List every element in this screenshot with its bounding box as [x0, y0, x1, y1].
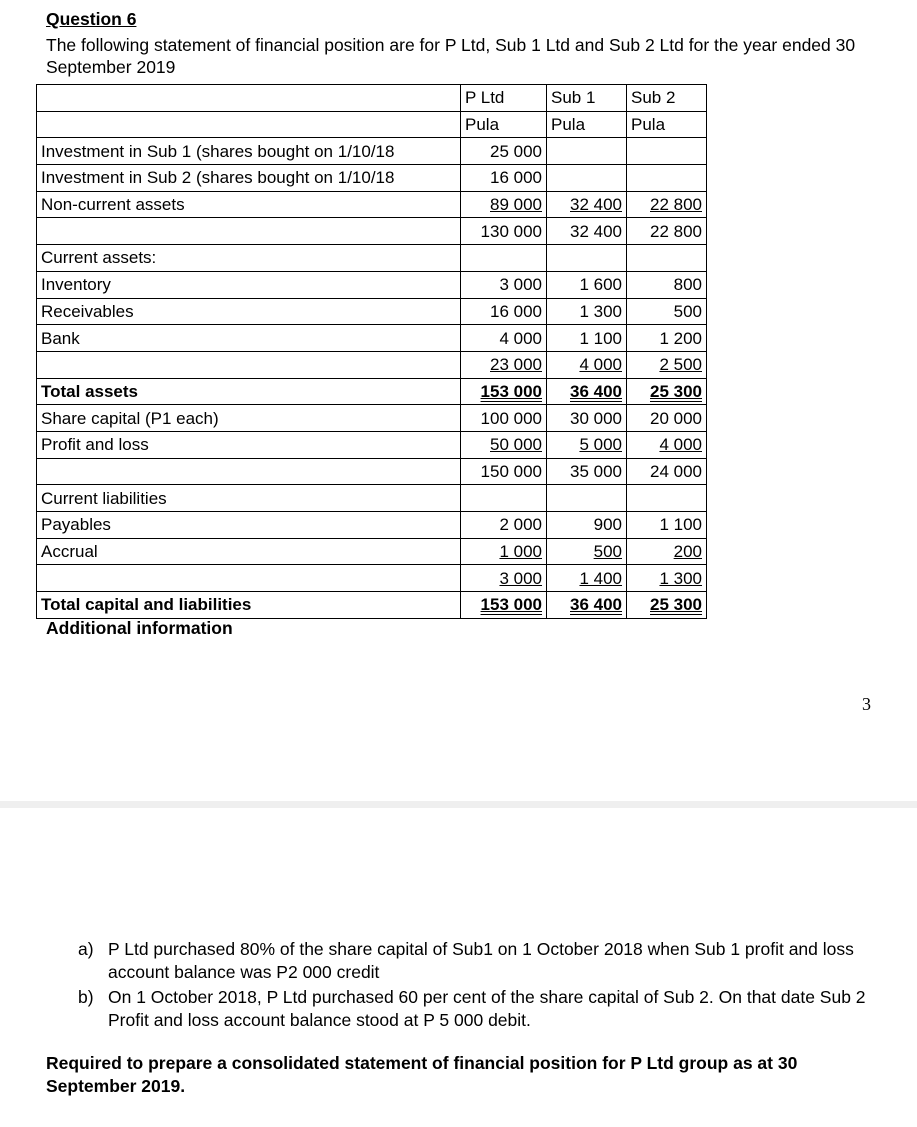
cell-sub1: 36 400 — [547, 378, 627, 405]
cell-sub2: 24 000 — [627, 458, 707, 485]
cell-sub1: 5 000 — [547, 431, 627, 458]
cell-sub1: 36 400 — [547, 592, 627, 619]
financial-position-table — [36, 84, 707, 619]
cell-p-ltd: 3 000 — [461, 271, 547, 298]
cell-p-ltd: 150 000 — [461, 458, 547, 485]
cell-sub1: 1 100 — [547, 325, 627, 352]
cell-sub2: 1 100 — [627, 512, 707, 539]
cell-sub1: 35 000 — [547, 458, 627, 485]
table-row — [37, 431, 707, 458]
cell-sub2: 4 000 — [627, 431, 707, 458]
cell-p-ltd: 153 000 — [461, 378, 547, 405]
table-row — [37, 592, 707, 619]
cell-sub1: 1 400 — [547, 565, 627, 592]
row-label — [37, 351, 461, 378]
cell-sub2 — [627, 485, 707, 512]
cell-p-ltd: 1 000 — [461, 538, 547, 565]
row-label — [37, 218, 461, 245]
table-row — [37, 512, 707, 539]
row-label: Share capital (P1 each) — [37, 405, 461, 432]
table-row — [37, 245, 707, 272]
table-row — [37, 405, 707, 432]
row-label: Accrual — [37, 538, 461, 565]
cell-sub1: 900 — [547, 512, 627, 539]
note-text: P Ltd purchased 80% of the share capital of Sub1 on 1 October 2018 when Sub 1 profit and loss account balance was P2 000 credit — [108, 939, 854, 982]
header-sub1: Sub 1 — [547, 85, 627, 112]
cell-sub2: 22 800 — [627, 191, 707, 218]
cell-p-ltd: 16 000 — [461, 298, 547, 325]
row-label: Current liabilities — [37, 485, 461, 512]
row-label: Total assets — [37, 378, 461, 405]
cell-sub2 — [627, 165, 707, 192]
page-separator — [0, 801, 917, 808]
row-label: Investment in Sub 2 (shares bought on 1/10/18 — [37, 165, 461, 192]
table-row — [37, 165, 707, 192]
page-number: 3 — [862, 694, 871, 714]
cell-p-ltd: 4 000 — [461, 325, 547, 352]
cell-sub2: 800 — [627, 271, 707, 298]
table-row — [37, 538, 707, 565]
cell-sub1: 4 000 — [547, 351, 627, 378]
table-row — [37, 218, 707, 245]
cell-sub1: 500 — [547, 538, 627, 565]
cell-sub1: 32 400 — [547, 218, 627, 245]
currency-p-ltd: Pula — [461, 111, 547, 138]
note-a — [78, 938, 878, 984]
cell-sub1: 1 600 — [547, 271, 627, 298]
cell-sub2: 200 — [627, 538, 707, 565]
required-instruction: Required to prepare a consolidated statement of financial position for P Ltd group as at 30 September 2019. — [46, 1053, 798, 1096]
cell-p-ltd — [461, 245, 547, 272]
cell-sub2: 1 200 — [627, 325, 707, 352]
cell-sub2: 500 — [627, 298, 707, 325]
header-row — [37, 85, 707, 112]
row-label: Non-current assets — [37, 191, 461, 218]
header-blank — [37, 85, 461, 112]
table-row — [37, 485, 707, 512]
cell-sub2: 22 800 — [627, 218, 707, 245]
cell-sub1: 30 000 — [547, 405, 627, 432]
cell-sub1: 1 300 — [547, 298, 627, 325]
cell-sub1: 32 400 — [547, 191, 627, 218]
row-label: Receivables — [37, 298, 461, 325]
row-label: Bank — [37, 325, 461, 352]
question-title: Question 6 — [46, 9, 137, 29]
table-row — [37, 378, 707, 405]
table-row — [37, 565, 707, 592]
cell-sub1 — [547, 165, 627, 192]
table-row — [37, 138, 707, 165]
table-row — [37, 298, 707, 325]
table-row — [37, 325, 707, 352]
additional-notes — [78, 938, 878, 1034]
row-label: Investment in Sub 1 (shares bought on 1/10/18 — [37, 138, 461, 165]
currency-row — [37, 111, 707, 138]
row-label: Current assets: — [37, 245, 461, 272]
currency-sub2: Pula — [627, 111, 707, 138]
cell-sub2: 20 000 — [627, 405, 707, 432]
table-row — [37, 191, 707, 218]
currency-sub1: Pula — [547, 111, 627, 138]
cell-p-ltd: 153 000 — [461, 592, 547, 619]
table-row — [37, 351, 707, 378]
row-label — [37, 458, 461, 485]
note-text: On 1 October 2018, P Ltd purchased 60 per cent of the share capital of Sub 2. On that date Sub 2 Profit and loss account balance stood at P 5 000 debit. — [108, 987, 866, 1030]
cell-sub2: 2 500 — [627, 351, 707, 378]
currency-blank — [37, 111, 461, 138]
cell-p-ltd — [461, 485, 547, 512]
header-p-ltd: P Ltd — [461, 85, 547, 112]
cell-sub2: 25 300 — [627, 378, 707, 405]
cell-p-ltd: 25 000 — [461, 138, 547, 165]
cell-p-ltd: 16 000 — [461, 165, 547, 192]
cell-sub1 — [547, 138, 627, 165]
cell-sub2 — [627, 138, 707, 165]
cell-p-ltd: 100 000 — [461, 405, 547, 432]
cell-p-ltd: 2 000 — [461, 512, 547, 539]
cell-sub1 — [547, 485, 627, 512]
note-marker: a) — [78, 939, 94, 959]
table-row — [37, 271, 707, 298]
cell-sub1 — [547, 245, 627, 272]
question-intro: The following statement of financial position are for P Ltd, Sub 1 Ltd and Sub 2 Ltd for the year ended 30 September 2019 — [46, 35, 856, 77]
additional-information-heading: Additional information — [46, 618, 233, 638]
row-label: Profit and loss — [37, 431, 461, 458]
note-b — [78, 986, 878, 1032]
row-label: Inventory — [37, 271, 461, 298]
row-label: Total capital and liabilities — [37, 592, 461, 619]
row-label: Payables — [37, 512, 461, 539]
cell-p-ltd: 23 000 — [461, 351, 547, 378]
cell-p-ltd: 50 000 — [461, 431, 547, 458]
header-sub2: Sub 2 — [627, 85, 707, 112]
table-row — [37, 458, 707, 485]
cell-sub2: 25 300 — [627, 592, 707, 619]
cell-p-ltd: 89 000 — [461, 191, 547, 218]
cell-p-ltd: 3 000 — [461, 565, 547, 592]
row-label — [37, 565, 461, 592]
cell-sub2 — [627, 245, 707, 272]
cell-sub2: 1 300 — [627, 565, 707, 592]
cell-p-ltd: 130 000 — [461, 218, 547, 245]
note-marker: b) — [78, 987, 94, 1007]
